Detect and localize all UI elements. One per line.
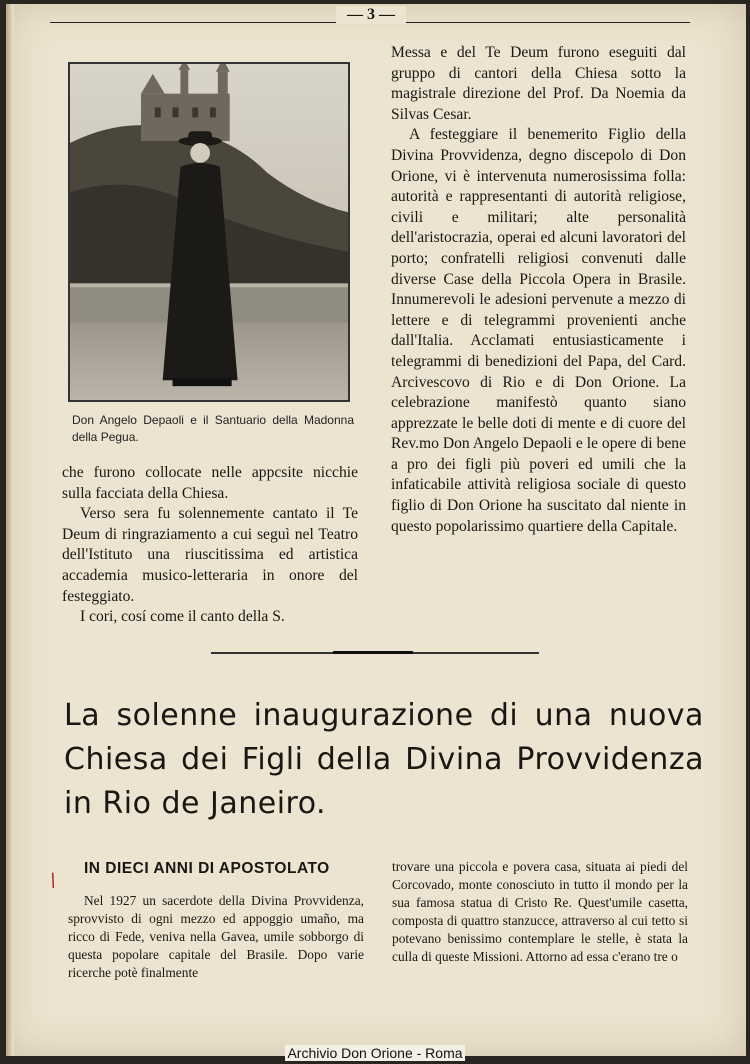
headline-word: Provvidenza	[516, 742, 704, 777]
headline-word: nuova	[608, 698, 704, 733]
paragraph: trovare una piccola e povera casa, situata ai piedi del Corcovado, monte conosciuto in tutto il mondo per la sua famosa statua di Cristo Re. Quest'umile casetta, composta di quattro stanzucce, attraverso al cui tetto si potevano benissimo contemplare le stelle, è stata la culla di queste Missioni. Attorno ad essa c'erano tre o	[392, 859, 688, 964]
headline-word: inaugurazione	[253, 698, 474, 733]
section-divider	[333, 651, 413, 654]
headline-word: La	[64, 698, 101, 733]
headline-line-3: in Rio de Janeiro.	[64, 786, 327, 821]
section-divider	[413, 652, 539, 654]
right-column-top	[391, 43, 686, 537]
photo-illustration	[70, 64, 348, 400]
headline-word: solenne	[116, 698, 238, 733]
headline-word: Figli	[241, 742, 304, 777]
archive-footer	[0, 1045, 750, 1061]
right-column-bottom	[392, 858, 688, 966]
headline-line-1	[64, 694, 704, 738]
pen-mark-icon: /	[46, 869, 60, 892]
headline-word: di	[489, 698, 519, 733]
page-spine	[6, 4, 14, 1056]
paragraph: I cori, cosí come il canto della S.	[80, 608, 285, 626]
paragraph: Nel 1927 un sacerdote della Divina Provvidenza, sprovvisto di ogni mezzo ed appoggio umaño, ma ricco di Fede, veniva nella Gavea, umile sobborgo di questa popolare capitale del Brasile. Dopo varie ricerche potè finalmente	[68, 893, 364, 980]
paragraph: Verso sera fu solennemente cantato il Te Deum di ringraziamento a cui seguì nel Teatro dell'Istituto una riuscitissima ed artistica accademia musico-letteraria in onore del festeggiato.	[62, 505, 358, 605]
magazine-page	[6, 4, 746, 1056]
article-headline	[64, 694, 704, 826]
section-divider	[211, 652, 333, 654]
headline-word: Divina	[405, 742, 504, 777]
headline-word: Chiesa	[64, 742, 168, 777]
page-number: — 3 —	[336, 6, 406, 24]
headline-word: della	[316, 742, 392, 777]
headline-line-2	[64, 738, 704, 782]
left-column-bottom	[68, 892, 364, 982]
left-column-top	[62, 463, 358, 628]
photo-priest-sanctuary	[68, 62, 350, 402]
photo-caption: Don Angelo Depaoli e il Santuario della Madonna della Pegua.	[72, 413, 354, 444]
paragraph: Messa e del Te Deum furono eseguiti dal gruppo di cantori della Chiesa sotto la magistrale direzione del Prof. Da Noemia da Silvas Cesar.	[391, 44, 686, 123]
section-subheading: IN DIECI ANNI DI APOSTOLATO	[84, 860, 330, 877]
footer-text: Archivio Don Orione - Roma	[287, 1045, 463, 1061]
paragraph: A festeggiare il benemerito Figlio della Divina Provvidenza, degno discepolo di Don Orione, vi è intervenuta numerosissima folla: autorità e rappresentanti di autorità religiose, civili e militari; alte personalità dell'aristocrazia, operai ed alcuni lavoratori del porto; confratelli religiosi convenuti dalle diverse Case della Piccola Opera in Brasile. Innumerevoli le adesioni pervenute a mezzo di lettere e di telegrammi provenienti anche dall'Italia. Acclamati entusiasticamente i telegrammi di benedizioni del Papa, del Card. Arcivescovo di Rio e di Don Orione. La celebrazione manifestò quanto siano apprezzate le belle doti di mente e di cuore del Rev.mo Don Angelo Depaoli e le opere di bene a pro dei figli più poveri ed umili che la infaticabile attività religiosa sociale di questo figlio di Don Orione ha suscitato dal niente in questo popolarissimo quartiere della Capitale.	[391, 126, 686, 535]
paragraph: che furono collocate nelle appcsite nicchie sulla facciata della Chiesa.	[62, 464, 358, 502]
headline-word: una	[534, 698, 593, 733]
headline-word: dei	[181, 742, 229, 777]
